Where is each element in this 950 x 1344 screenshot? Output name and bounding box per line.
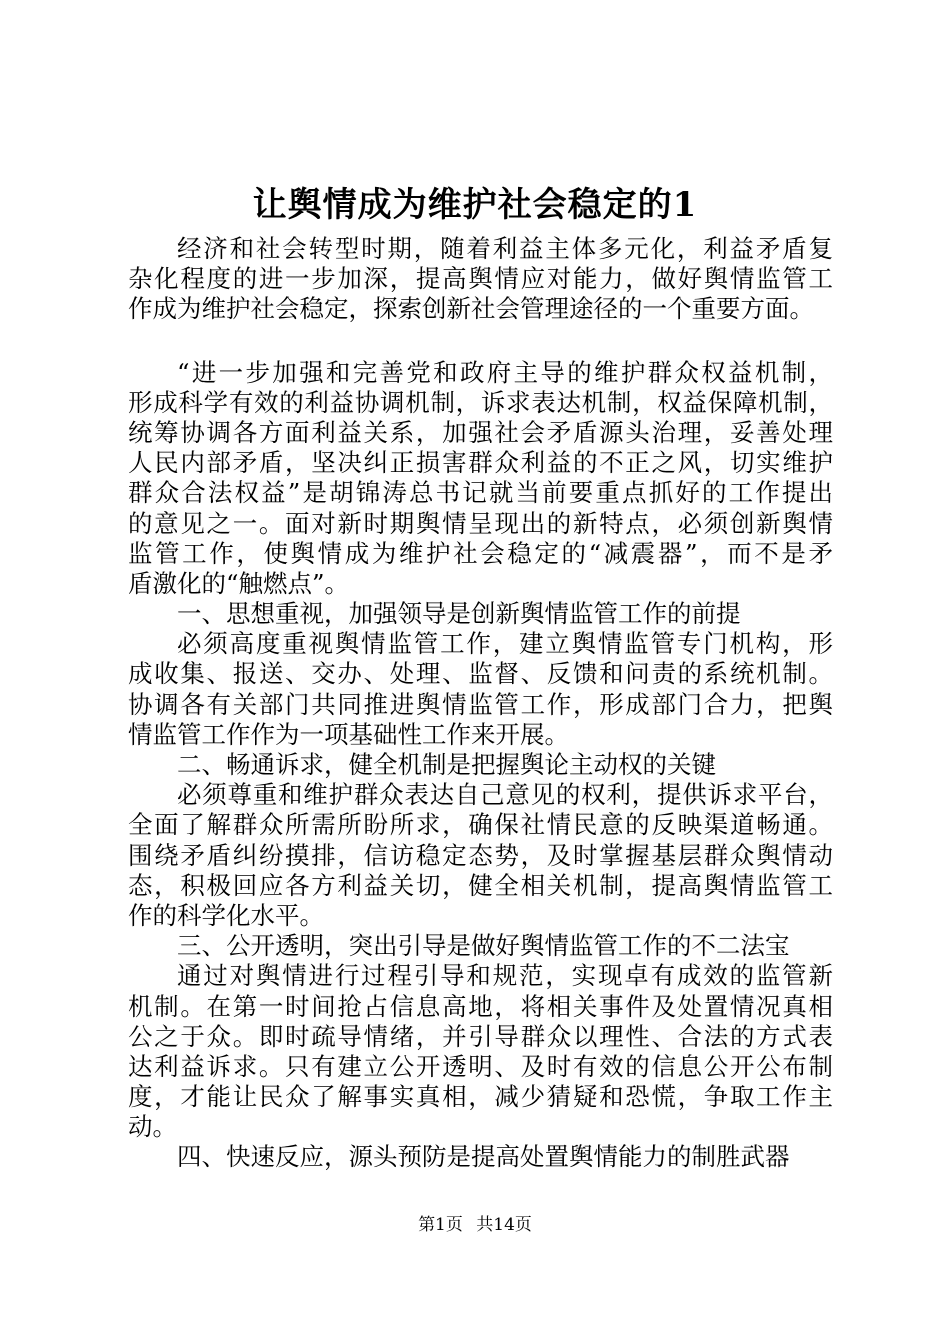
paragraph-line: 监管工作，使舆情成为维护社会稳定的“减震器”，而不是矛	[128, 538, 833, 568]
section-heading: 四、快速反应，源头预防是提高处置舆情能力的制胜武器	[177, 1142, 790, 1172]
paragraph-line: 形成科学有效的利益协调机制，诉求表达机制，权益保障机制，	[128, 387, 833, 417]
section-heading: 二、畅通诉求，健全机制是把握舆论主动权的关键	[177, 750, 716, 779]
paragraph-gap	[128, 325, 833, 358]
paragraph-line: 经济和社会转型时期，随着利益主体多元化，利益矛盾复	[177, 234, 833, 263]
paragraph-line: 人民内部矛盾，坚决纠正损害群众利益的不正之风，切实维护	[128, 448, 833, 478]
paragraph-line: 态，积极回应各方利益关切，健全相关机制，提高舆情监管工	[128, 870, 833, 900]
paragraph-line: 围绕矛盾纠纷摸排，信访稳定态势，及时掌握基层群众舆情动	[128, 840, 833, 870]
paragraph-line: 统筹协调各方面利益关系，加强社会矛盾源头治理，妥善处理	[128, 417, 833, 447]
paragraph-line: 情监管工作作为一项基础性工作来开展。	[128, 719, 569, 749]
paragraph-line: 杂化程度的进一步加深，提高舆情应对能力，做好舆情监管工	[128, 264, 833, 294]
paragraph-line: 必须尊重和维护群众表达自己意见的权利，提供诉求平台，	[177, 780, 833, 810]
paragraph-line: 必须高度重视舆情监管工作，建立舆情监管专门机构，形	[177, 629, 833, 659]
paragraph-line: 公之于众。即时疏导情绪，并引导群众以理性、合法的方式表	[128, 1021, 833, 1051]
page-number: 第1页	[418, 1215, 463, 1235]
paragraph-line: 机制。在第一时间抢占信息高地，将相关事件及处置情况真相	[128, 991, 833, 1021]
paragraph-line: 盾激化的“触燃点”。	[128, 568, 350, 598]
paragraph-line: 成收集、报送、交办、处理、监督、反馈和问责的系统机制。	[128, 659, 833, 689]
document-body	[128, 234, 833, 1173]
paragraph-line: 度，才能让民众了解事实真相，减少猜疑和恐慌，争取工作主	[128, 1082, 833, 1112]
paragraph-line: 协调各有关部门共同推进舆情监管工作，形成部门合力，把舆	[128, 689, 833, 719]
page-total: 共14页	[476, 1215, 532, 1235]
paragraph-line: 全面了解群众所需所盼所求，确保社情民意的反映渠道畅通。	[128, 810, 833, 840]
paragraph-line: 的意见之一。面对新时期舆情呈现出的新特点，必须创新舆情	[128, 508, 833, 538]
page-footer	[0, 1214, 950, 1236]
paragraph-line: 群众合法权益”是胡锦涛总书记就当前要重点抓好的工作提出	[128, 478, 833, 508]
section-heading: 三、公开透明，突出引导是做好舆情监管工作的不二法宝	[177, 931, 790, 961]
document-title: 让舆情成为维护社会稳定的1	[252, 185, 698, 225]
paragraph-line: 动。	[128, 1112, 177, 1142]
paragraph-line: 达利益诉求。只有建立公开透明、及时有效的信息公开公布制	[128, 1051, 833, 1081]
paragraph-line: 作成为维护社会稳定，探索创新社会管理途径的一个重要方面。	[128, 294, 814, 324]
paragraph-line: 作的科学化水平。	[128, 900, 324, 930]
section-heading: 一、思想重视，加强领导是创新舆情监管工作的前提	[177, 599, 741, 629]
paragraph-line: 通过对舆情进行过程引导和规范，实现卓有成效的监管新	[177, 961, 833, 991]
paragraph-line: “进一步加强和完善党和政府主导的维护群众权益机制，	[177, 357, 833, 387]
